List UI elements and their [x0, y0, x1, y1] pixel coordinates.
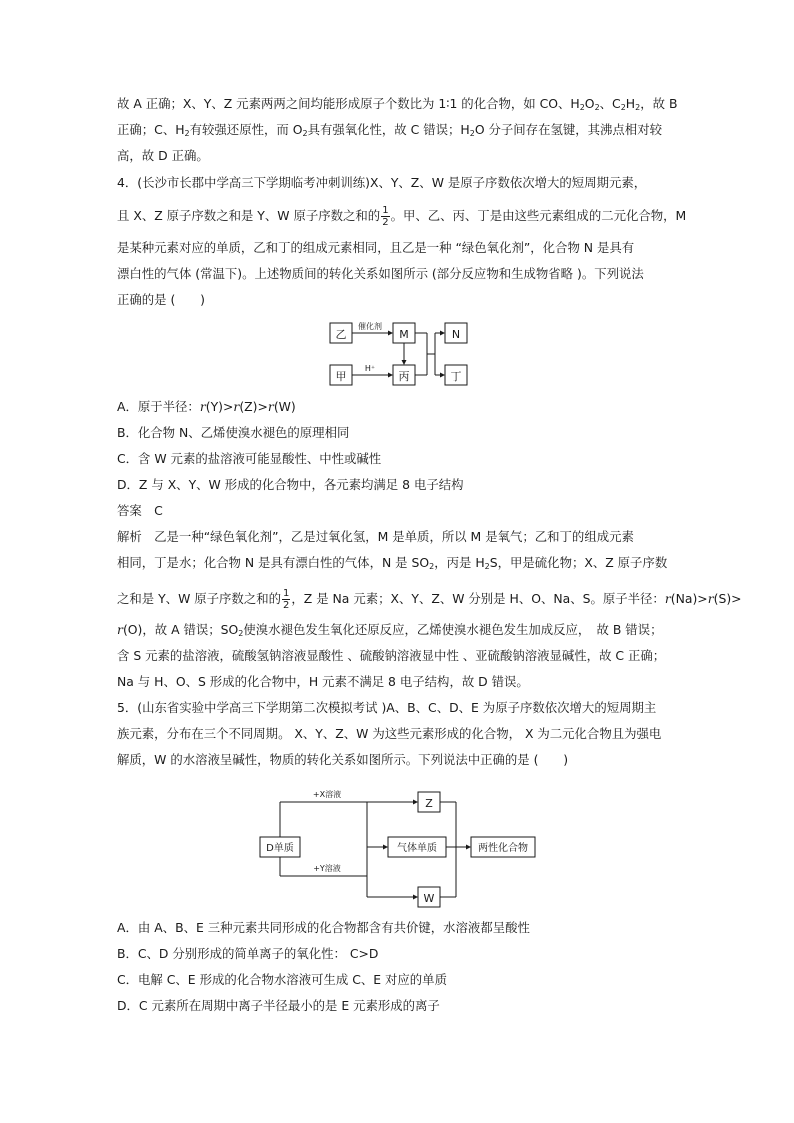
text-line: 漂白性的气体 (常温下)。上述物质间的转化关系如图所示 (部分反应物和生成物省略 )。下列说法 [117, 266, 644, 281]
q5-reaction-diagram [255, 780, 545, 910]
option-d: D．Z 与 X、Y、W 形成的化合物中，各元素均满足 8 电子结构 [117, 477, 464, 492]
node-ding: 丁 [450, 370, 462, 383]
label-catalyst: 催化剂 [358, 322, 382, 331]
text-line: 族元素，分布在三个不同周期。 X、Y、Z、W 为这些元素形成的化合物， X 为二元化合物且为强电 [117, 726, 662, 741]
label-x-solution: +X溶液 [312, 790, 342, 799]
fraction: $\frac{1}{2}$ [283, 588, 290, 611]
node-n: N [451, 328, 461, 341]
text-line: 故 A 正确；X、Y、Z 元素两两之间均能形成原子个数比为 1∶1 的化合物，如 CO、$H_2O_2$、$C_2H_2$，故 B [117, 96, 678, 112]
option-a: A．原于半径：r(Y)>r(Z)>r(W) [117, 399, 296, 414]
q4-reaction-diagram [325, 318, 475, 390]
node-yi: 乙 [335, 328, 347, 341]
text-line: 高，故 D 正确。 [117, 148, 209, 163]
explanation-line: Na 与 H、O、S 形成的化合物中，H 元素不满足 8 电子结构，故 D 错误。 [117, 674, 529, 689]
node-m: M [399, 328, 409, 341]
text-line: 正确的是 ( ) [117, 292, 205, 307]
option-b: B．C、D 分别形成的简单离子的氧化性： C>D [117, 946, 379, 961]
option-c: C．含 W 元素的盐溶液可能显酸性、中性或碱性 [117, 451, 382, 466]
explanation-line: 之和是 Y、W 原子序数之和的 $\frac{1}{2}$ ，Z 是 Na 元素；X、Y、Z、W 分别是 H、O、Na、S。原子半径：r(Na)>r(S)> [117, 588, 742, 611]
node-d: D单质 [266, 843, 294, 854]
explanation-line: 含 S 元素的盐溶液，硫酸氢钠溶液显酸性 、硫酸钠溶液显中性 、亚硫酸钠溶液显碱性，故 C 正确； [117, 648, 666, 663]
text-line: 是某种元素对应的单质，乙和丁的组成元素相同，且乙是一种 “绿色氧化剂”，化合物 N 是具有 [117, 240, 635, 255]
answer: 答案 C [117, 503, 163, 518]
option-c: C．电解 C、E 形成的化合物水溶液可生成 C、E 对应的单质 [117, 972, 447, 987]
explanation-line: 相同，丁是水；化合物 N 是具有漂白性的气体，N 是 $SO_2$，丙是 $H_2S$，甲是硫化物；X、Z 原子序数 [117, 555, 668, 571]
label-hplus: H⁺ [364, 364, 376, 373]
node-jia: 甲 [335, 370, 347, 383]
text-line: 正确；C、$H_2$有较强还原性，而 $O_2$具有强氧化性，故 C 错误；$H_2O$ 分子间存在氢键，其沸点相对较 [117, 122, 662, 138]
text-line: 且 X、Z 原子序数之和是 Y、W 原子序数之和的 $\frac{1}{2}$ 。甲、乙、丙、丁是由这些元素组成的二元化合物，M [117, 205, 687, 228]
node-amphoteric: 两性化合物 [478, 843, 528, 854]
node-z: Z [425, 797, 433, 810]
question-5-stem: 5．(山东省实验中学高三下学期第二次模拟考试 )A、B、C、D、E 为原子序数依次增大的短周期主 [117, 700, 657, 715]
question-4-stem: 4．(长沙市长郡中学高三下学期临考冲刺训练)X、Y、Z、W 是原子序数依次增大的短周期元素， [117, 175, 647, 190]
node-bing: 丙 [398, 370, 410, 383]
label-y-solution: +Y溶液 [313, 864, 341, 873]
node-w: W [423, 892, 435, 905]
node-gas: 气体单质 [397, 843, 437, 854]
explanation-line: r(O)，故 A 错误；$SO_2$使溴水褪色发生氧化还原反应，乙烯使溴水褪色发生加成反应， 故 B 错误； [117, 622, 663, 638]
text-line: 解质，W 的水溶液呈碱性，物质的转化关系如图所示。下列说法中正确的是 ( ) [117, 752, 569, 767]
fraction: $\frac{1}{2}$ [382, 205, 389, 228]
option-a: A．由 A、B、E 三种元素共同形成的化合物都含有共价键，水溶液都呈酸性 [117, 920, 530, 935]
option-d: D．C 元素所在周期中离子半径最小的是 E 元素形成的离子 [117, 998, 440, 1013]
explanation-line: 解析 乙是一种“绿色氧化剂”，乙是过氧化氢，M 是单质，所以 M 是氧气；乙和丁的组成元素 [117, 529, 634, 544]
option-b: B．化合物 N、乙烯使溴水褪色的原理相同 [117, 425, 350, 440]
